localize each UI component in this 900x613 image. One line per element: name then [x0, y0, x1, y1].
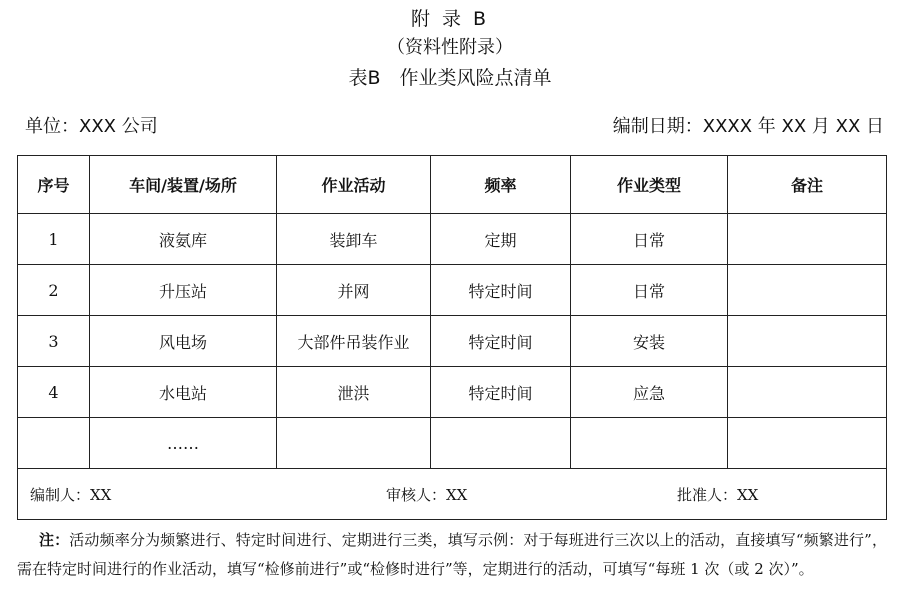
- cell-work-type: 安装: [571, 316, 728, 367]
- reviewer-signature: 审核人：XX: [386, 486, 468, 504]
- footnote-text: 活动频率分为频繁进行、特定时间进行、定期进行三类，填写示例：对于每班进行三次以上的活动，直接填写“频繁进行”，需在特定时间进行的作业活动，填写“检修前进行”或“检修时进行”等，定期进行的活动，可填写“每班 1 次（或 2 次）”。: [17, 531, 887, 578]
- table-row: [18, 265, 887, 316]
- cell-index: 1: [18, 214, 90, 265]
- table-title: 表B 作业类风险点清单: [348, 67, 552, 89]
- cell-frequency: 特定时间: [431, 316, 571, 367]
- appendix-title: 附 录 B: [410, 8, 490, 30]
- cell-work-type: 应急: [571, 367, 728, 418]
- footnote: [17, 526, 887, 584]
- cell-activity: 大部件吊装作业: [277, 316, 431, 367]
- cell-work-type: [571, 418, 728, 469]
- cell-ellipsis: ……: [90, 418, 277, 469]
- cell-location: 水电站: [90, 367, 277, 418]
- cell-index: 4: [18, 367, 90, 418]
- cell-remarks: [728, 316, 887, 367]
- table-row: [18, 367, 887, 418]
- cell-location: 风电场: [90, 316, 277, 367]
- cell-remarks: [728, 265, 887, 316]
- cell-frequency: [431, 418, 571, 469]
- table-row: [18, 214, 887, 265]
- header-location: 车间/装置/场所: [90, 156, 277, 214]
- header-remarks: 备注: [728, 156, 887, 214]
- header-activity: 作业活动: [277, 156, 431, 214]
- table-row: [18, 316, 887, 367]
- appendix-subtitle: （资料性附录）: [387, 37, 513, 58]
- unit-label: 单位：XXX 公司: [25, 116, 158, 137]
- cell-work-type: 日常: [571, 265, 728, 316]
- cell-activity: [277, 418, 431, 469]
- header-index: 序号: [18, 156, 90, 214]
- header-frequency: 频率: [431, 156, 571, 214]
- cell-activity: 装卸车: [277, 214, 431, 265]
- cell-frequency: 特定时间: [431, 265, 571, 316]
- compile-date: 编制日期：XXXX 年 XX 月 XX 日: [612, 116, 884, 137]
- cell-remarks: [728, 214, 887, 265]
- cell-location: 升压站: [90, 265, 277, 316]
- signature-cell: [18, 469, 887, 520]
- compiler-signature: 编制人：XX: [30, 486, 112, 504]
- table-header-row: [18, 156, 887, 214]
- footnote-label: 注：: [39, 531, 70, 549]
- cell-index: [18, 418, 90, 469]
- cell-activity: 泄洪: [277, 367, 431, 418]
- cell-remarks: [728, 418, 887, 469]
- approver-signature: 批准人：XX: [677, 486, 759, 504]
- cell-remarks: [728, 367, 887, 418]
- cell-index: 2: [18, 265, 90, 316]
- cell-location: 液氨库: [90, 214, 277, 265]
- signature-row: [18, 469, 887, 520]
- risk-point-table: [17, 155, 887, 520]
- cell-activity: 并网: [277, 265, 431, 316]
- cell-frequency: 特定时间: [431, 367, 571, 418]
- cell-index: 3: [18, 316, 90, 367]
- cell-frequency: 定期: [431, 214, 571, 265]
- header-work-type: 作业类型: [571, 156, 728, 214]
- table-row-ellipsis: [18, 418, 887, 469]
- cell-work-type: 日常: [571, 214, 728, 265]
